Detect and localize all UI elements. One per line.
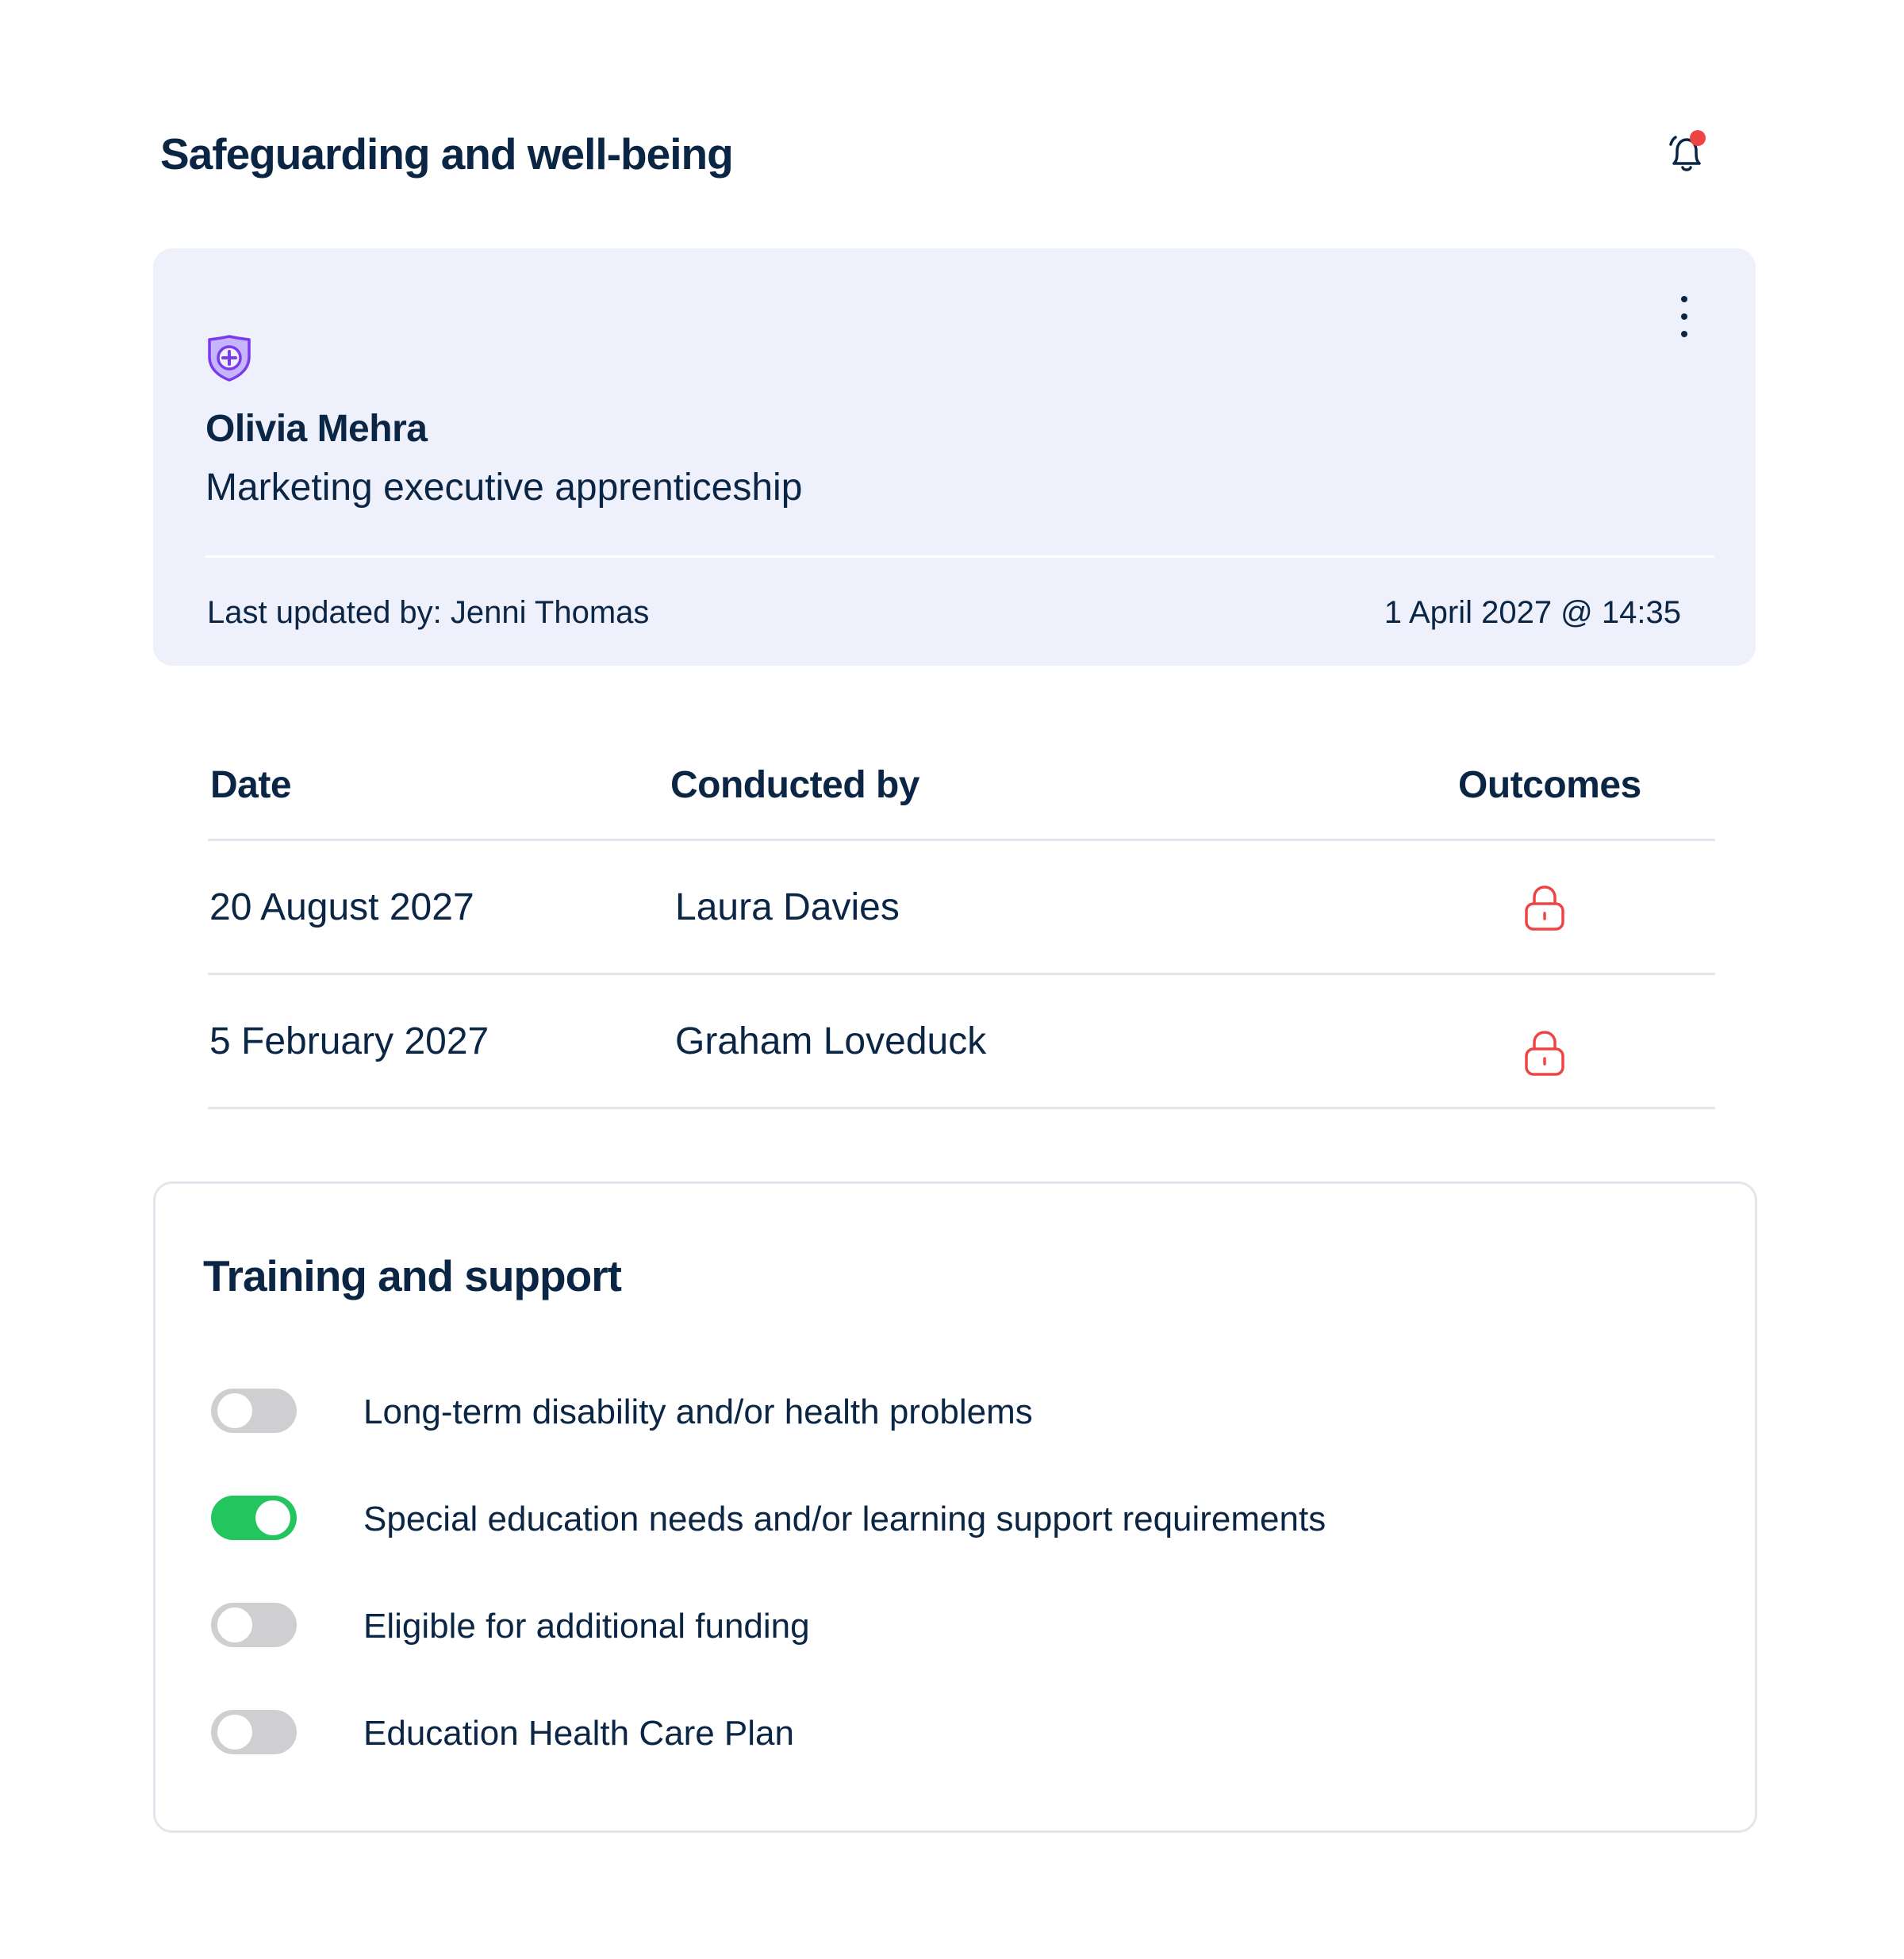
notification-dot (1690, 130, 1706, 146)
toggle-label: Long-term disability and/or health problems (363, 1392, 1033, 1431)
row-date: 20 August 2027 (209, 886, 474, 928)
learner-course: Marketing executive apprenticeship (205, 467, 803, 509)
toggle-knob (217, 1608, 252, 1642)
divider (205, 555, 1714, 558)
column-header-outcomes[interactable]: Outcomes (1458, 764, 1641, 806)
column-header-date[interactable]: Date (210, 764, 292, 806)
toggle-knob (255, 1500, 290, 1535)
outcome-lock-button[interactable] (1521, 1028, 1568, 1078)
training-support-card (153, 1181, 1757, 1833)
shield-plus-icon (205, 333, 254, 382)
outcome-lock-button[interactable] (1521, 882, 1568, 933)
last-updated-timestamp: 1 April 2027 @ 14:35 (1384, 595, 1681, 630)
last-updated-by: Last updated by: Jenni Thomas (207, 595, 650, 630)
more-options-button[interactable] (1668, 291, 1700, 342)
row-conducted-by: Graham Loveduck (675, 1020, 987, 1062)
toggle-row-ehcp (211, 1710, 1639, 1757)
profile-card (153, 248, 1756, 666)
toggle-row-special-education-needs (211, 1496, 1639, 1543)
toggle-row-long-term-disability (211, 1389, 1639, 1436)
toggle-switch[interactable] (211, 1389, 297, 1433)
more-vertical-icon (1668, 291, 1700, 342)
bell-icon (1658, 125, 1715, 182)
section-title: Training and support (203, 1251, 621, 1300)
row-date: 5 February 2027 (209, 1020, 489, 1062)
toggle-switch[interactable] (211, 1710, 297, 1754)
learner-name: Olivia Mehra (205, 408, 428, 450)
notifications-button[interactable] (1658, 125, 1715, 182)
toggle-label: Eligible for additional funding (363, 1607, 810, 1646)
table-row[interactable] (208, 975, 1715, 1108)
toggle-knob (217, 1715, 252, 1750)
toggle-switch[interactable] (211, 1496, 297, 1540)
lock-icon (1521, 1028, 1568, 1078)
table-row[interactable] (208, 841, 1715, 974)
toggle-switch[interactable] (211, 1603, 297, 1647)
page-title: Safeguarding and well-being (160, 129, 733, 179)
toggle-label: Special education needs and/or learning support requirements (363, 1500, 1326, 1538)
toggle-label: Education Health Care Plan (363, 1714, 794, 1753)
row-divider (208, 1107, 1715, 1109)
row-conducted-by: Laura Davies (675, 886, 900, 928)
toggle-knob (217, 1393, 252, 1428)
lock-icon (1521, 882, 1568, 933)
column-header-conducted-by[interactable]: Conducted by (670, 764, 919, 806)
toggle-row-additional-funding (211, 1603, 1639, 1650)
